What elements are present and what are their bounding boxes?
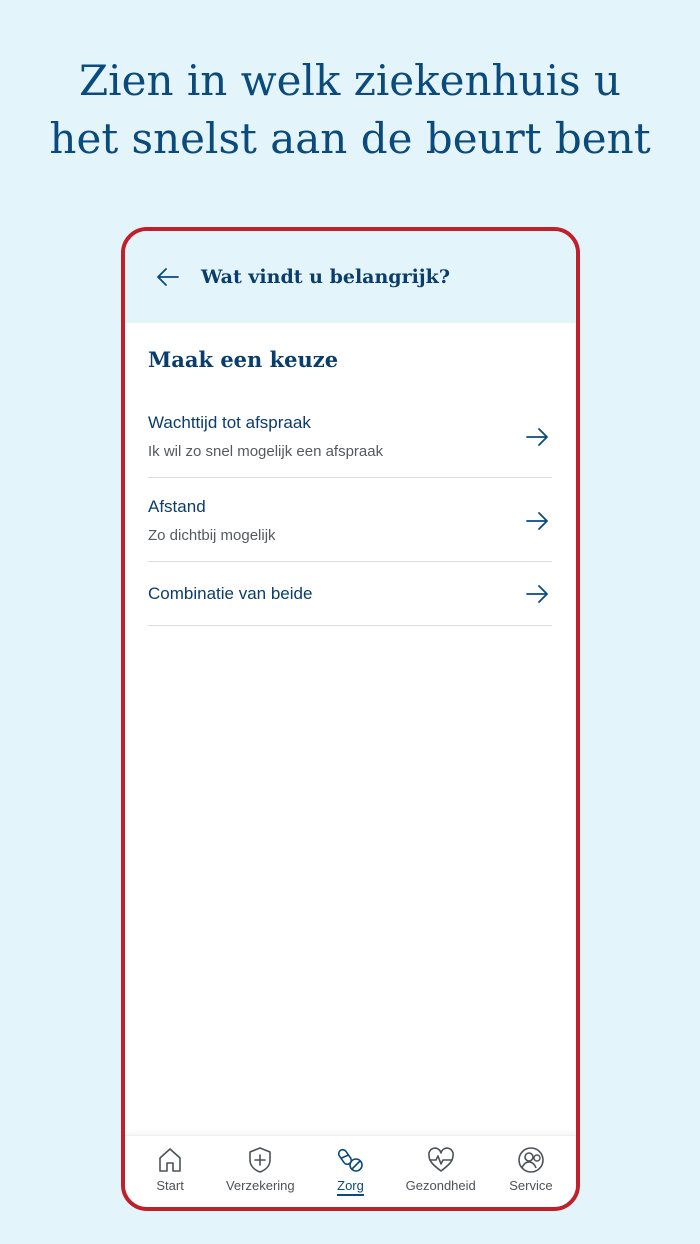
tab-label: Gezondheid [405, 1178, 476, 1193]
pills-icon [337, 1146, 365, 1174]
option-title: Wachttijd tot afspraak [148, 413, 311, 432]
tab-zorg[interactable] [305, 1136, 395, 1207]
arrow-left-icon [156, 267, 180, 287]
support-icon [517, 1146, 545, 1174]
bottom-tab-bar [125, 1135, 576, 1207]
tab-label: Zorg [337, 1178, 364, 1196]
headline-line-1: Zien in welk ziekenhuis u [78, 56, 621, 105]
tab-label: Verzekering [225, 1178, 295, 1193]
option-combinatie[interactable] [148, 562, 552, 626]
home-icon [156, 1146, 184, 1174]
tab-verzekering[interactable] [215, 1136, 305, 1207]
option-subtitle: Zo dichtbij mogelijk [148, 527, 276, 544]
arrow-right-icon [524, 424, 550, 450]
arrow-right-icon [524, 508, 550, 534]
tab-label: Service [509, 1178, 553, 1193]
option-title: Combinatie van beide [148, 583, 313, 603]
option-title: Afstand [148, 497, 206, 516]
arrow-right-icon [524, 581, 550, 607]
main-content [125, 323, 576, 626]
tab-start[interactable] [125, 1136, 215, 1207]
heart-pulse-icon [427, 1146, 455, 1174]
headline-line-2: het snelst aan de beurt bent [49, 114, 651, 163]
tab-service[interactable] [486, 1136, 576, 1207]
section-title: Maak een keuze [148, 347, 339, 372]
page-title: Wat vindt u belangrijk? [201, 266, 450, 288]
app-header [125, 231, 576, 323]
option-wachttijd[interactable] [148, 394, 552, 478]
tab-gezondheid[interactable] [396, 1136, 486, 1207]
option-subtitle: Ik wil zo snel mogelijk een afspraak [148, 443, 384, 460]
shield-plus-icon [246, 1146, 274, 1174]
tab-label: Start [156, 1178, 184, 1193]
option-afstand[interactable] [148, 478, 552, 562]
phone-frame [121, 227, 580, 1211]
promo-headline [0, 52, 700, 168]
back-button[interactable] [153, 262, 183, 292]
